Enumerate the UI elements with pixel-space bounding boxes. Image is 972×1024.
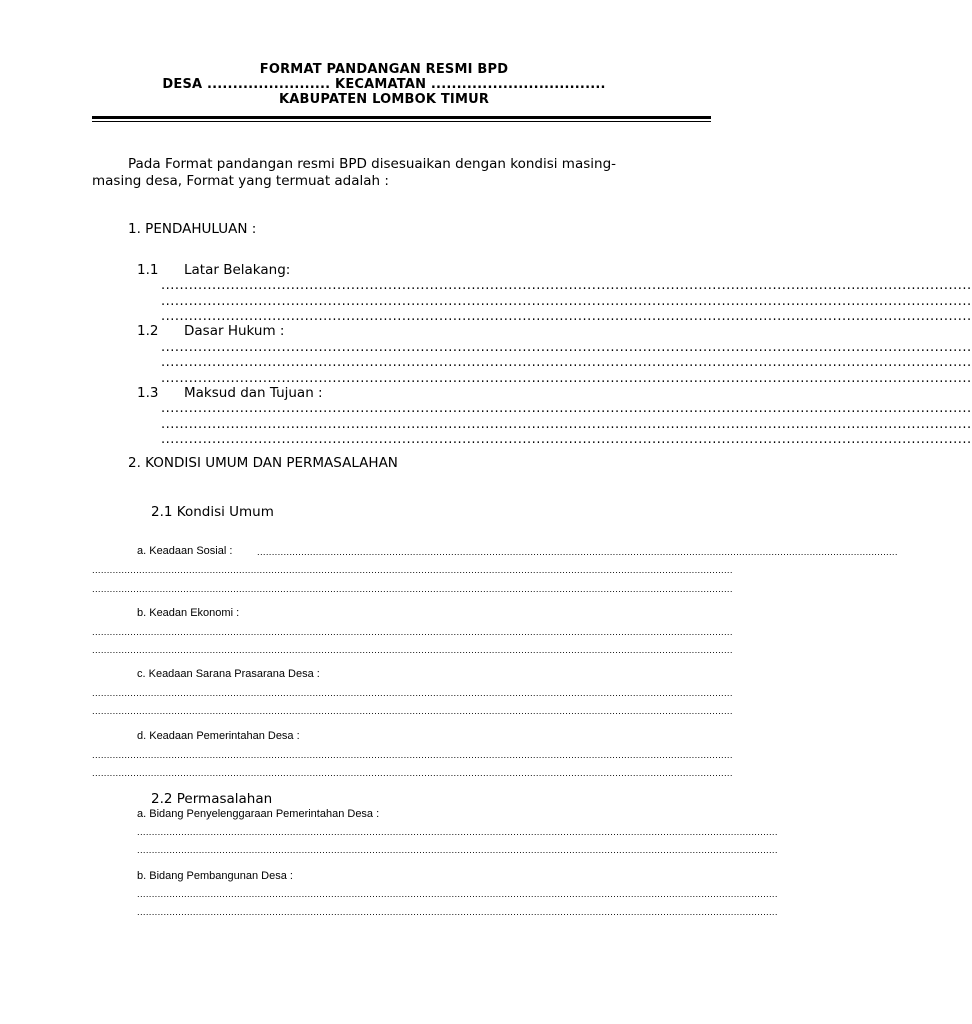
- kondisi-sarana-label: c. Keadaan Sarana Prasarana Desa :: [137, 668, 320, 680]
- desa-kecamatan-line: DESA ........................ KECAMATAN ..................................: [162, 77, 606, 92]
- dotted-line: ..........................................................................................................................................................................................................................: [92, 706, 733, 717]
- dotted-line: ...............................................................................................................................................................................: [161, 417, 972, 432]
- intro-line-2: masing desa, Format yang termuat adalah :: [92, 173, 389, 189]
- dotted-line: ...............................................................................................................................................................................: [161, 432, 972, 447]
- dotted-line: ..........................................................................................................................................................................................................................: [92, 688, 733, 699]
- item-1-3-number: 1.3: [137, 385, 159, 401]
- dotted-line: ...............................................................................................................................................................................: [161, 401, 972, 416]
- dotted-line: ..........................................................................................................................................................................................................................: [137, 845, 778, 856]
- subsection-kondisi-umum: 2.1 Kondisi Umum: [151, 504, 274, 520]
- item-1-2-label: Dasar Hukum :: [184, 323, 285, 339]
- dotted-line: ..........................................................................................................................................................................................................................: [92, 627, 733, 638]
- kondisi-ekonomi-label: b. Keadan Ekonomi :: [137, 607, 240, 619]
- item-1-2-number: 1.2: [137, 323, 159, 339]
- dotted-line: ..........................................................................................................................................................................................................................: [92, 584, 733, 595]
- dotted-line: ..........................................................................................................................................................................................................................: [137, 827, 778, 838]
- header-rule-thin: [92, 121, 711, 122]
- dotted-line: ..........................................................................................................................................................................................................................: [92, 645, 733, 656]
- item-1-1-number: 1.1: [137, 262, 159, 278]
- section-kondisi-heading: 2. KONDISI UMUM DAN PERMASALAHAN: [128, 455, 398, 471]
- dotted-line: ...............................................................................................................................................................................: [161, 294, 972, 309]
- kondisi-pemerintahan-label: d. Keadaan Pemerintahan Desa :: [137, 730, 300, 742]
- document-title: FORMAT PANDANGAN RESMI BPD: [259, 62, 509, 77]
- subsection-permasalahan: 2.2 Permasalahan: [151, 791, 273, 807]
- dotted-line: ...............................................................................................................................................................................: [161, 340, 972, 355]
- bidang-pembangunan-label: b. Bidang Pembangunan Desa :: [137, 870, 293, 882]
- dotted-line: ..........................................................................................................................................................................................................................: [137, 889, 778, 900]
- dotted-line: ..........................................................................................................................................................................................................................: [257, 547, 898, 558]
- kabupaten-line: KABUPATEN LOMBOK TIMUR: [278, 92, 490, 107]
- dotted-line: ...............................................................................................................................................................................: [161, 309, 972, 324]
- dotted-line: ...............................................................................................................................................................................: [161, 278, 972, 293]
- bidang-penyelenggaraan-label: a. Bidang Penyelenggaraan Pemerintahan Desa :: [137, 808, 380, 820]
- kondisi-sosial-label: a. Keadaan Sosial :: [137, 545, 233, 557]
- dotted-line: ...............................................................................................................................................................................: [161, 355, 972, 370]
- dotted-line: ..........................................................................................................................................................................................................................: [92, 768, 733, 779]
- intro-line-1: Pada Format pandangan resmi BPD disesuaikan dengan kondisi masing-: [128, 156, 617, 172]
- dotted-line: ..........................................................................................................................................................................................................................: [137, 907, 778, 918]
- dotted-line: ..........................................................................................................................................................................................................................: [92, 750, 733, 761]
- header-rule-thick: [92, 116, 711, 119]
- section-pendahuluan-heading: 1. PENDAHULUAN :: [128, 221, 257, 237]
- dotted-line: ...............................................................................................................................................................................: [161, 371, 972, 386]
- item-1-3-label: Maksud dan Tujuan :: [184, 385, 323, 401]
- dotted-line: ..........................................................................................................................................................................................................................: [92, 565, 733, 576]
- item-1-1-label: Latar Belakang:: [184, 262, 291, 278]
